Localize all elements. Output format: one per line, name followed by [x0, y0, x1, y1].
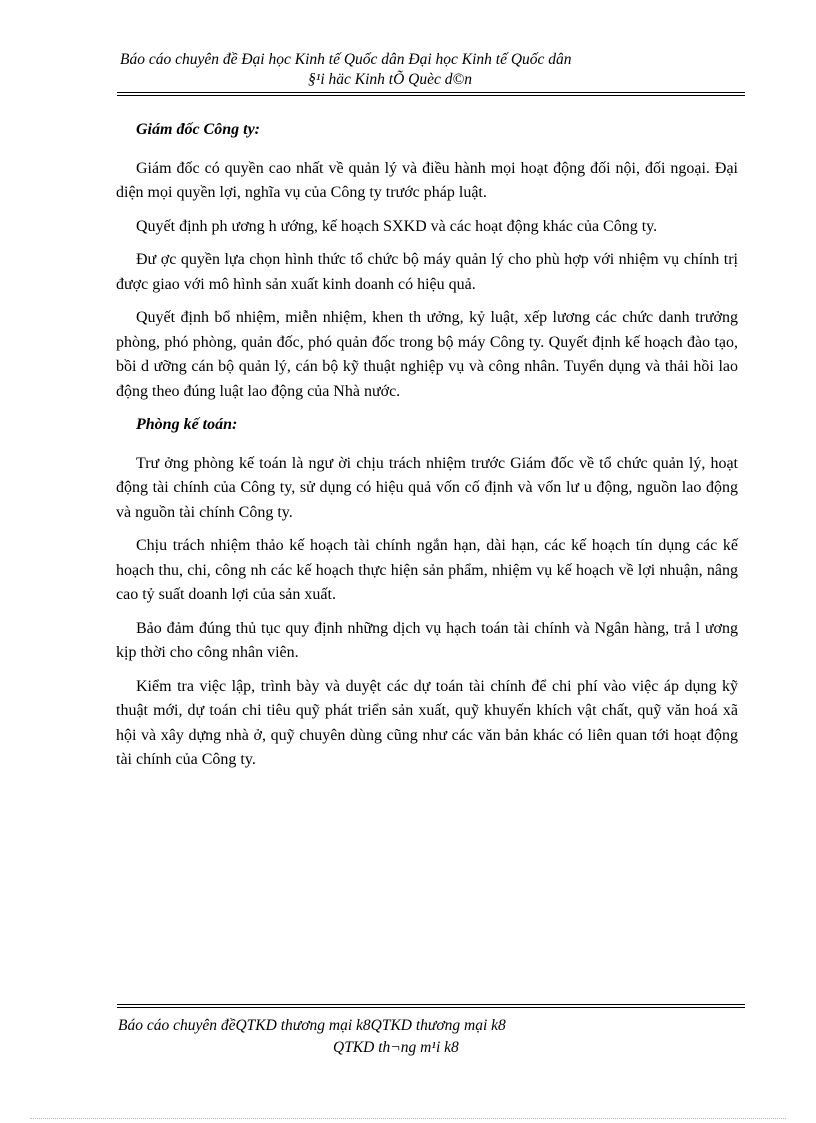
document-body — [116, 118, 738, 782]
footer-line-1: Báo cáo chuyên đềQTKD thương mại k8QTKD thương mại k8 — [118, 1017, 506, 1034]
paragraph: Kiểm tra việc lập, trình bày và duyệt các dự toán tài chính để chi phí vào việc áp dụng kỹ thuật mới, dự toán chi tiêu quỹ phát triển sản xuất, quỹ khuyến khích vật chất, quỹ văn hoá xã hội và xây dựng nhà ở, quỹ chuyên dùng cũng như các văn bản khác có liên quan tới hoạt động tài chính của Công ty. — [116, 677, 738, 768]
paragraph: Quyết định bổ nhiệm, miễn nhiệm, khen th ưởng, kỷ luật, xếp lương các chức danh trưởng phòng, phó phòng, quản đốc, phó quản đốc trong bộ máy Công ty. Quyết định kế hoạch đào tạo, bồi d ưỡng cán bộ quản lý, cán bộ kỹ thuật nghiệp vụ và công nhân. Tuyển dụng và thải hồi lao động theo đúng luật lao động của Nhà nước. — [116, 309, 738, 400]
paragraph: Chịu trách nhiệm thảo kế hoạch tài chính ngắn hạn, dài hạn, các kế hoạch tín dụng các kế hoạch thu, chi, công nh các kế hoạch thực hiện sản phẩm, nhiệm vụ kế hoạch về lợi nhuận, nâng cao tỷ suất doanh lợi của sản xuất. — [116, 537, 738, 603]
paragraph: Trư ởng phòng kế toán là ngư ời chịu trách nhiệm trước Giám đốc về tổ chức quản lý, hoạt động tài chính của Công ty, sử dụng có hiệu quả vốn cố định và vốn lư u động, nguồn lao động và nguồn tài chính Công ty. — [116, 454, 738, 521]
paragraph: Đư ợc quyền lựa chọn hình thức tổ chức bộ máy quản lý cho phù hợp với nhiệm vụ chính trị được giao với mô hình sản xuất kinh doanh có hiệu quả. — [116, 251, 738, 293]
page-header — [120, 50, 720, 90]
paragraph: Giám đốc có quyền cao nhất về quản lý và điều hành mọi hoạt động đối nội, đối ngoại. Đại diện mọi quyền lợi, nghĩa vụ của Công ty trước pháp luật. — [116, 159, 738, 201]
page-footer — [118, 1015, 718, 1059]
page-bottom-border — [30, 1118, 786, 1119]
section-heading-director: Giám đốc Công ty: — [136, 121, 260, 138]
header-rule — [117, 92, 745, 96]
header-line-1: Báo cáo chuyên đề Đại học Kinh tế Quốc dân Đại học Kinh tế Quốc dân — [120, 51, 572, 68]
footer-rule — [117, 1004, 745, 1008]
footer-line-2: QTKD th¬ng m¹i k8 — [333, 1039, 459, 1056]
paragraph: Quyết định ph ương h ướng, kế hoạch SXKD và các hoạt động khác của Công ty. — [136, 217, 658, 235]
header-line-2: §¹i häc Kinh tÕ Quèc d©n — [307, 71, 473, 88]
section-heading-accounting: Phòng kế toán: — [136, 416, 238, 433]
paragraph: Bảo đảm đúng thủ tục quy định những dịch vụ hạch toán tài chính và Ngân hàng, trả l ương kịp thời cho công nhân viên. — [116, 619, 738, 661]
